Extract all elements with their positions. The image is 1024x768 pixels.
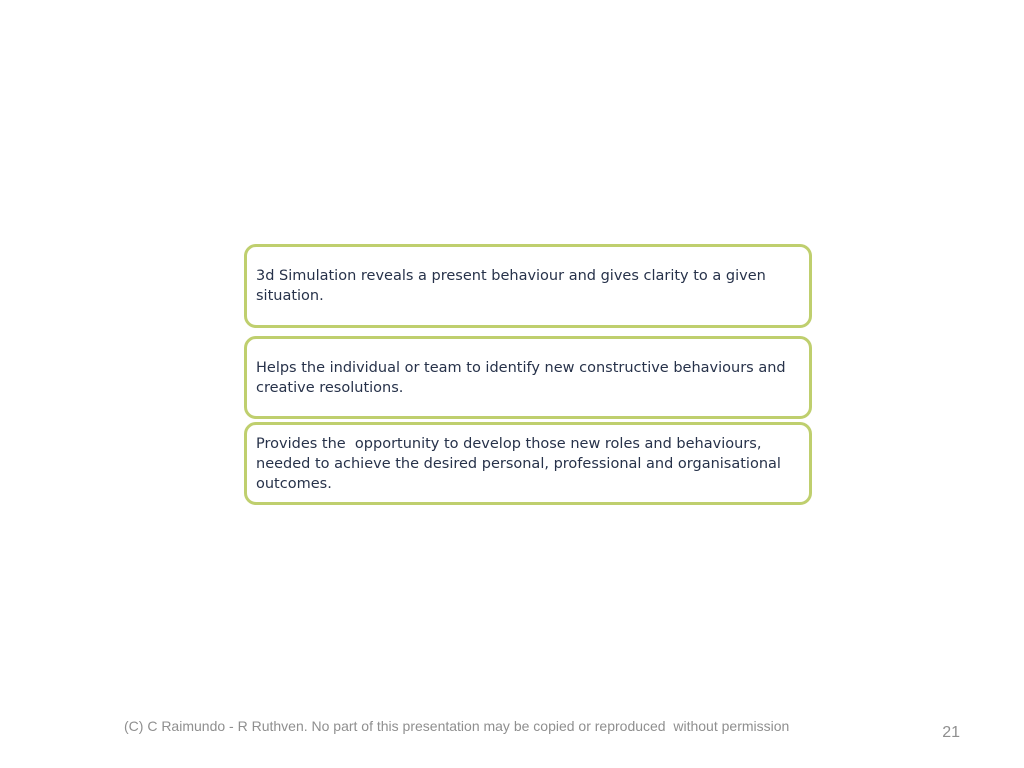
content-box-3 xyxy=(244,422,812,505)
content-box-1-text: 3d Simulation reveals a present behaviour and gives clarity to a given situation. xyxy=(256,268,771,304)
content-box-2-text: Helps the individual or team to identify new constructive behaviours and creative resolutions. xyxy=(256,360,791,396)
content-box-3-text: Provides the opportunity to develop those new roles and behaviours, needed to achieve the desired personal, professional and organisational outcomes. xyxy=(256,436,786,492)
content-box-2 xyxy=(244,336,812,419)
content-box-1 xyxy=(244,244,812,328)
page-number: 21 xyxy=(942,724,960,741)
copyright-footer: (C) C Raimundo - R Ruthven. No part of this presentation may be copied or reproduced without permission xyxy=(124,718,790,734)
